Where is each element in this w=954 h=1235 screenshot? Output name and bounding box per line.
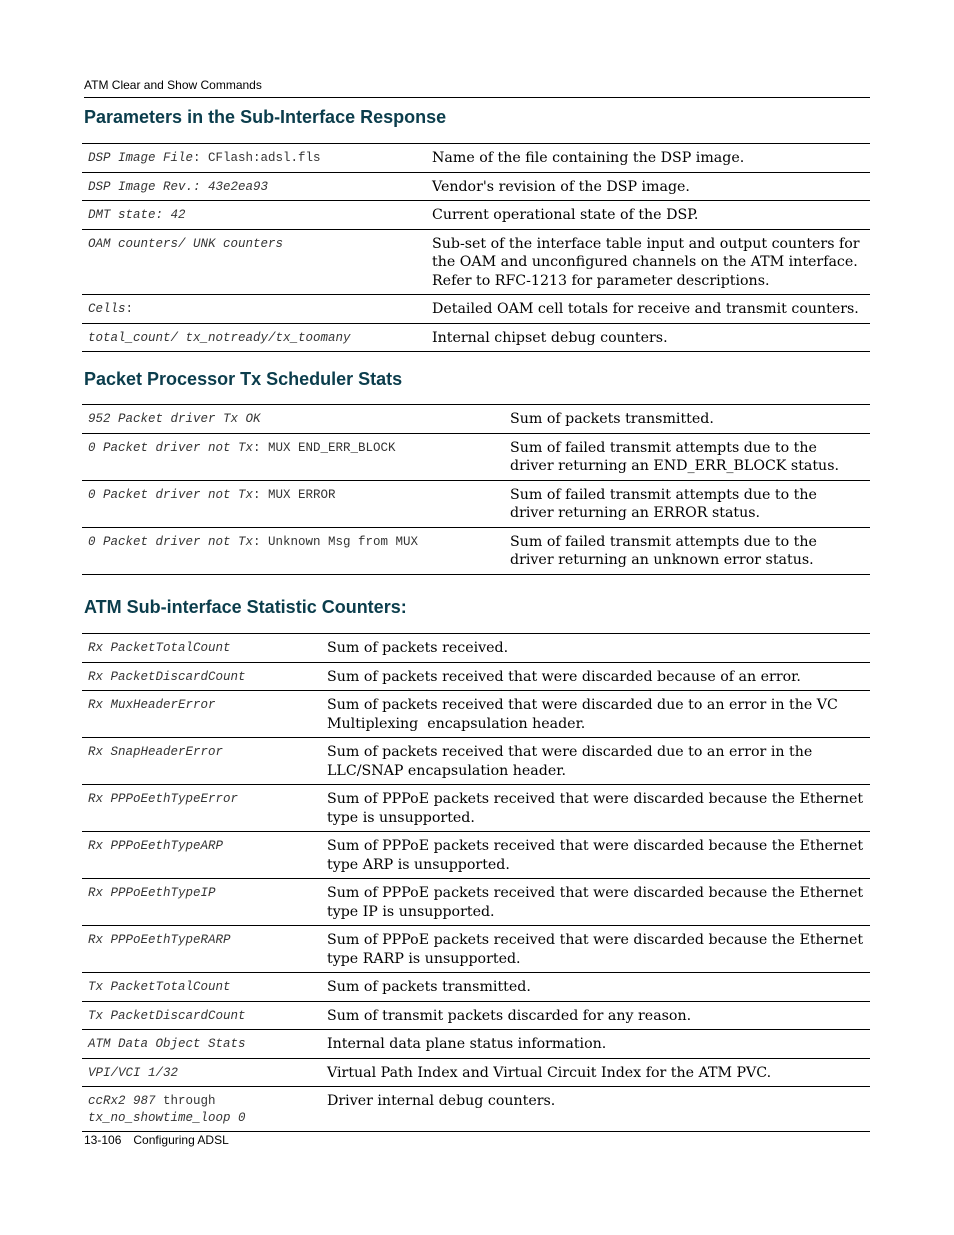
chapter-title: Configuring ADSL	[133, 1133, 229, 1147]
table-row	[82, 1001, 870, 1030]
page-number: 13-106	[84, 1133, 122, 1147]
parameter-description: Name of the file containing the DSP image.	[426, 144, 870, 173]
table-row	[82, 691, 870, 738]
table-row	[82, 973, 870, 1002]
parameter-name: Rx PacketTotalCount	[82, 634, 321, 663]
parameter-description: Sum of packets received.	[321, 634, 870, 663]
parameter-description: Detailed OAM cell totals for receive and transmit counters.	[426, 295, 870, 324]
parameter-description: Sum of failed transmit attempts due to the driver returning an unknown error status.	[504, 527, 870, 574]
parameter-name: Tx PacketTotalCount	[82, 973, 321, 1002]
table-row	[82, 832, 870, 879]
parameter-description: Internal chipset debug counters.	[426, 323, 870, 352]
parameter-description: Sum of PPPoE packets received that were discarded because the Ethernet type IP is unsupported.	[321, 879, 870, 926]
parameter-name: Rx SnapHeaderError	[82, 738, 321, 785]
table-row	[82, 295, 870, 324]
table-row	[82, 323, 870, 352]
section-title-atm-sub-interface-counters: ATM Sub-interface Statistic Counters:	[84, 597, 407, 617]
parameter-description: Sum of packets transmitted.	[504, 405, 870, 434]
parameter-description: Driver internal debug counters.	[321, 1087, 870, 1132]
parameter-description: Current operational state of the DSP.	[426, 201, 870, 230]
table-row	[82, 1030, 870, 1059]
parameter-name: DSP Image Rev.: 43e2ea93	[82, 172, 426, 201]
parameter-description: Sum of failed transmit attempts due to the driver returning an END_ERR_BLOCK status.	[504, 433, 870, 480]
parameter-description: Sum of PPPoE packets received that were discarded because the Ethernet type ARP is unsupported.	[321, 832, 870, 879]
parameter-description: Sum of packets received that were discarded due to an error in the LLC/SNAP encapsulation header.	[321, 738, 870, 785]
table-row	[82, 480, 870, 527]
parameter-description: Virtual Path Index and Virtual Circuit Index for the ATM PVC.	[321, 1058, 870, 1087]
table-row	[82, 144, 870, 173]
table-row	[82, 662, 870, 691]
section-title-sub-interface-response: Parameters in the Sub-Interface Response	[84, 107, 447, 127]
parameter-description: Internal data plane status information.	[321, 1030, 870, 1059]
parameter-description: Sum of failed transmit attempts due to the driver returning an ERROR status.	[504, 480, 870, 527]
parameter-name: ATM Data Object Stats	[82, 1030, 321, 1059]
parameter-name: 0 Packet driver not Tx: MUX END_ERR_BLOCK	[82, 433, 504, 480]
table-row	[82, 879, 870, 926]
parameter-name: Tx PacketDiscardCount	[82, 1001, 321, 1030]
parameter-description: Sum of PPPoE packets received that were discarded because the Ethernet type RARP is unsupported.	[321, 926, 870, 973]
table-row	[82, 1087, 870, 1132]
parameter-name: VPI/VCI 1/32	[82, 1058, 321, 1087]
parameter-description: Sum of packets received that were discarded due to an error in the VC Multiplexing encapsulation header.	[321, 691, 870, 738]
parameter-description: Sum of packets transmitted.	[321, 973, 870, 1002]
sub-interface-response-table	[82, 143, 870, 352]
table-row	[82, 229, 870, 295]
table-row	[82, 433, 870, 480]
parameter-name: Rx MuxHeaderError	[82, 691, 321, 738]
parameter-name: Rx PPPoEethTypeARP	[82, 832, 321, 879]
parameter-name: Rx PPPoEethTypeError	[82, 785, 321, 832]
table-row	[82, 201, 870, 230]
parameter-description: Vendor's revision of the DSP image.	[426, 172, 870, 201]
parameter-name: Rx PPPoEethTypeIP	[82, 879, 321, 926]
parameter-name: total_count/ tx_notready/tx_toomany	[82, 323, 426, 352]
parameter-name: OAM counters/ UNK counters	[82, 229, 426, 295]
atm-sub-interface-counters-table	[82, 633, 870, 1132]
table-row	[82, 405, 870, 434]
parameter-name: 0 Packet driver not Tx: MUX ERROR	[82, 480, 504, 527]
tx-scheduler-stats-table	[82, 404, 870, 575]
parameter-name: DMT state: 42	[82, 201, 426, 230]
parameter-name: DSP Image File: CFlash:adsl.fls	[82, 144, 426, 173]
section-title-tx-scheduler-stats: Packet Processor Tx Scheduler Stats	[84, 369, 403, 389]
table-row	[82, 785, 870, 832]
parameter-description: Sum of packets received that were discarded because of an error.	[321, 662, 870, 691]
parameter-description: Sum of transmit packets discarded for any reason.	[321, 1001, 870, 1030]
parameter-name: 952 Packet driver Tx OK	[82, 405, 504, 434]
table-row	[82, 738, 870, 785]
table-row	[82, 634, 870, 663]
running-header: ATM Clear and Show Commands	[84, 78, 870, 98]
table-row	[82, 172, 870, 201]
parameter-name: Rx PacketDiscardCount	[82, 662, 321, 691]
table-row	[82, 1058, 870, 1087]
parameter-description: Sum of PPPoE packets received that were discarded because the Ethernet type is unsupported.	[321, 785, 870, 832]
page-footer	[84, 1133, 229, 1147]
parameter-name: 0 Packet driver not Tx: Unknown Msg from MUX	[82, 527, 504, 574]
table-row	[82, 926, 870, 973]
parameter-name: Rx PPPoEethTypeRARP	[82, 926, 321, 973]
parameter-description: Sub-set of the interface table input and output counters for the OAM and unconfigured channels on the ATM interface. Refer to RFC-1213 for parameter descriptions.	[426, 229, 870, 295]
parameter-name: ccRx2 987 through tx_no_showtime_loop 0	[82, 1087, 321, 1132]
table-row	[82, 527, 870, 574]
parameter-name: Cells:	[82, 295, 426, 324]
